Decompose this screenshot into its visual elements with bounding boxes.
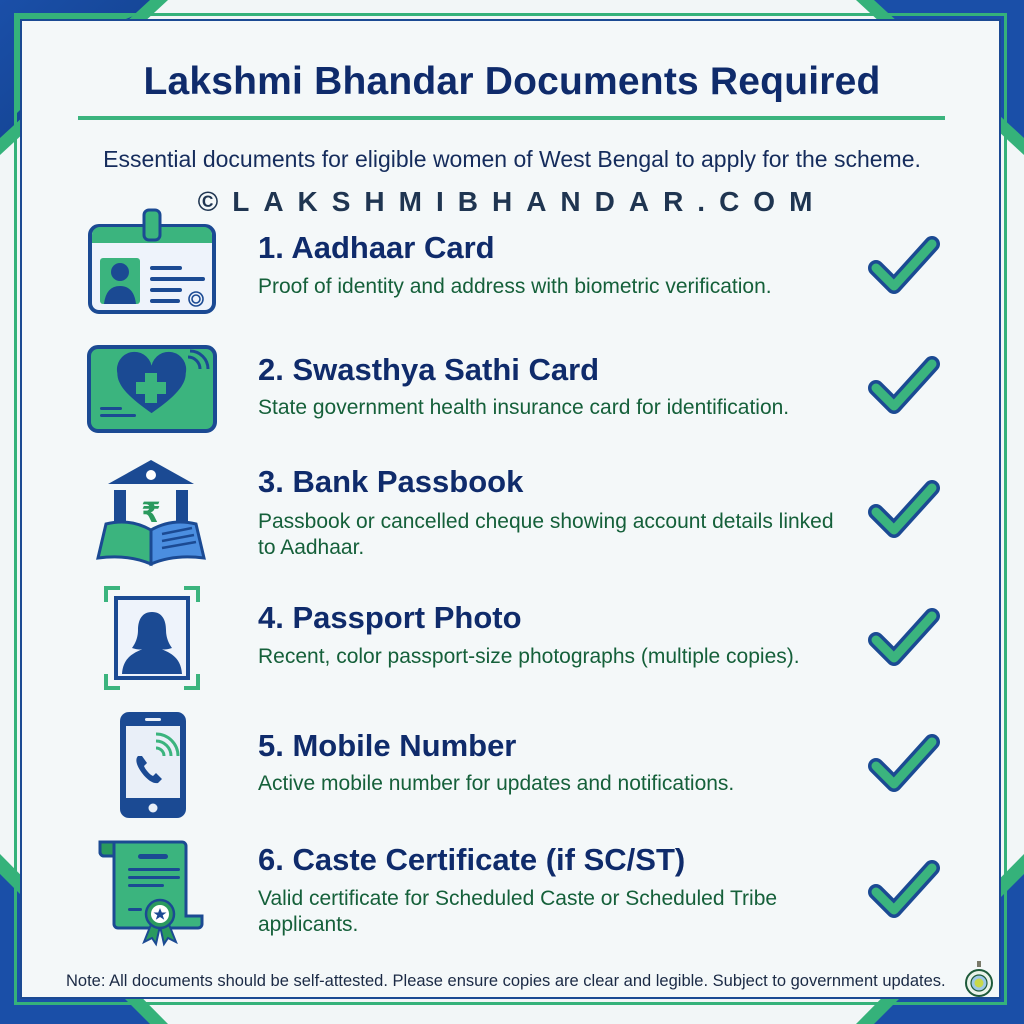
- document-description: State government health insurance card for identification.: [258, 396, 790, 419]
- document-title: 5. Mobile Number: [258, 728, 517, 763]
- page-subtitle: Essential documents for eligible women of West Bengal to apply for the scheme.: [103, 146, 921, 172]
- document-title: 2. Swasthya Sathi Card: [258, 352, 600, 387]
- title-underline: [78, 116, 945, 120]
- copyright-watermark: ©LAKSHMIBHANDAR.COM: [197, 186, 827, 217]
- checkmark-icon: [868, 476, 940, 540]
- page-title: Lakshmi Bhandar Documents Required: [143, 60, 881, 103]
- document-description: Passbook or cancelled cheque showing account details linked to Aadhaar.: [258, 510, 834, 559]
- west-bengal-government-seal-icon: [962, 960, 996, 998]
- id-card-icon: [86, 208, 218, 316]
- document-title: 6. Caste Certificate (if SC/ST): [258, 842, 686, 877]
- document-title: 4. Passport Photo: [258, 600, 522, 635]
- document-title: 1. Aadhaar Card: [258, 230, 495, 265]
- mobile-phone-icon: [118, 710, 188, 820]
- certificate-icon: [98, 838, 208, 948]
- checkmark-icon: [868, 352, 940, 416]
- checkmark-icon: [868, 856, 940, 920]
- svg-text:₹: ₹: [141, 496, 161, 529]
- document-description: Proof of identity and address with biometric verification.: [258, 275, 772, 298]
- document-title: 3. Bank Passbook: [258, 464, 524, 499]
- document-description: Active mobile number for updates and notifications.: [258, 772, 735, 795]
- checkmark-icon: [868, 730, 940, 794]
- document-description: Valid certificate for Scheduled Caste or Scheduled Tribe applicants.: [258, 887, 778, 936]
- bank-passbook-icon: [94, 458, 208, 568]
- checkmark-icon: [868, 232, 940, 296]
- checkmark-icon: [868, 604, 940, 668]
- passport-photo-icon: [104, 586, 200, 690]
- footer-note: Note: All documents should be self-attested. Please ensure copies are clear and legible. Subject to government updates.: [66, 972, 946, 990]
- health-card-icon: [86, 343, 218, 435]
- document-description: Recent, color passport-size photographs (multiple copies).: [258, 645, 800, 668]
